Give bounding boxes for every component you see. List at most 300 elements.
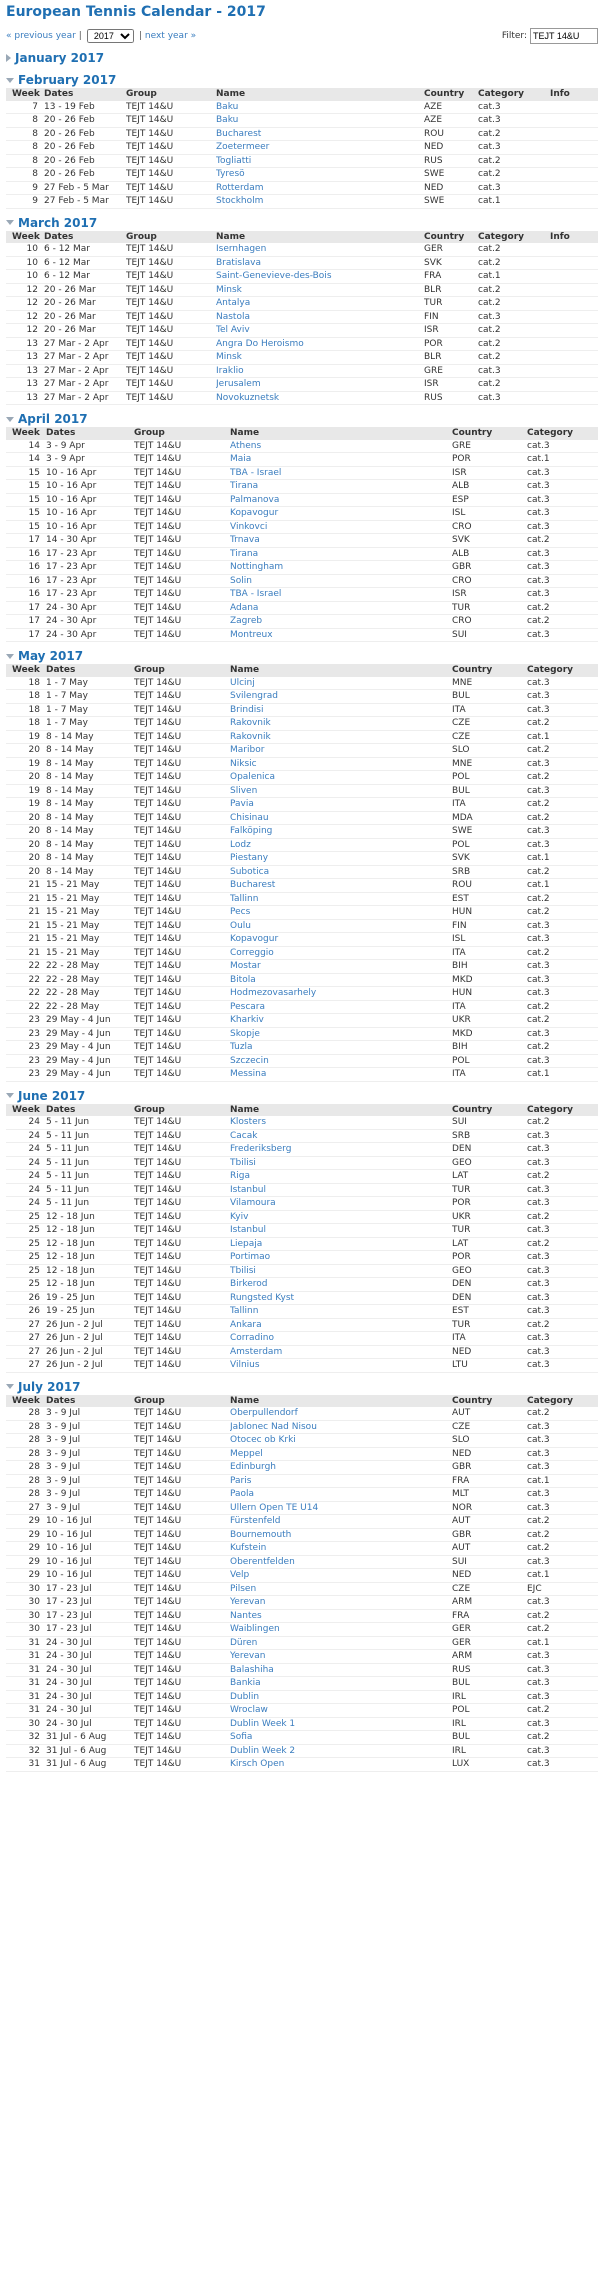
tournament-link[interactable]: Skopje [230, 1028, 260, 1039]
tournament-link[interactable]: Corradino [230, 1333, 274, 1344]
group-cell: TEJT 14&U [134, 1055, 182, 1066]
week-cell: 29 [28, 1570, 40, 1581]
dates-cell: 27 Feb - 5 Mar [44, 196, 109, 207]
category-cell: cat.2 [527, 1610, 550, 1621]
column-header-country[interactable]: Country [424, 89, 465, 100]
tournament-link[interactable]: TBA - Israel [230, 467, 282, 478]
week-cell: 23 [28, 1069, 40, 1080]
week-cell: 28 [28, 1462, 40, 1473]
week-cell: 29 [28, 1529, 40, 1540]
dates-cell: 22 - 28 May [46, 961, 100, 972]
group-cell: TEJT 14&U [134, 1543, 182, 1554]
table-row [6, 270, 598, 284]
tournament-link[interactable]: Baku [216, 115, 239, 126]
country-cell: POL [452, 1055, 470, 1066]
column-header-category[interactable]: Category [527, 428, 574, 439]
group-cell: TEJT 14&U [126, 155, 174, 166]
table-row [6, 1677, 598, 1691]
country-cell: MLT [452, 1489, 470, 1500]
dates-cell: 20 - 26 Mar [44, 311, 96, 322]
column-header-category[interactable]: Category [527, 1104, 574, 1115]
group-cell: TEJT 14&U [134, 745, 182, 756]
tournament-link[interactable]: Kyiv [230, 1211, 249, 1222]
tournament-link[interactable]: Paola [230, 1489, 255, 1500]
country-cell: CRO [452, 616, 472, 627]
tournament-link[interactable]: Birkerod [230, 1279, 268, 1290]
tournament-link[interactable]: Nottingham [230, 562, 284, 573]
tournament-link[interactable]: Antalya [216, 298, 251, 309]
tournament-link[interactable]: Ankara [230, 1319, 262, 1330]
week-cell: 10 [26, 271, 38, 282]
group-cell: TEJT 14&U [134, 454, 182, 465]
column-header-week[interactable]: Week [12, 89, 40, 100]
month-list [6, 50, 598, 1772]
tournament-link[interactable]: Chisinau [230, 812, 269, 823]
tournament-link[interactable]: Zoetermeer [216, 142, 270, 153]
column-header-week[interactable]: Week [12, 231, 40, 242]
tournament-link[interactable]: Oulu [230, 920, 251, 931]
table-header [6, 664, 598, 677]
tournament-link[interactable]: Saint-Genevieve-des-Bois [216, 271, 332, 282]
tournament-link[interactable]: Bournemouth [230, 1529, 292, 1540]
tournament-link[interactable]: Yerevan [230, 1651, 266, 1662]
page-title: European Tennis Calendar - 2017 [6, 4, 266, 20]
week-cell: 25 [28, 1279, 40, 1290]
tournament-link[interactable]: Dublin Week 2 [230, 1745, 296, 1756]
country-cell: FIN [452, 920, 467, 931]
dates-cell: 27 Mar - 2 Apr [44, 379, 109, 390]
tournament-link[interactable]: Kirsch Open [230, 1759, 285, 1770]
column-header-name[interactable]: Name [216, 231, 246, 242]
tournament-link[interactable]: Messina [230, 1069, 267, 1080]
column-header-dates[interactable]: Dates [46, 1395, 76, 1406]
category-cell: cat.3 [527, 562, 550, 573]
category-cell: cat.3 [527, 1462, 550, 1473]
tournament-link[interactable]: Adana [230, 602, 259, 613]
dates-cell: 13 - 19 Feb [44, 101, 95, 112]
dates-cell: 17 - 23 Apr [46, 575, 97, 586]
column-header-name[interactable]: Name [230, 665, 260, 676]
tournament-link[interactable]: Lodz [230, 839, 251, 850]
group-cell: TEJT 14&U [134, 1489, 182, 1500]
table-row [6, 1014, 598, 1028]
group-cell: TEJT 14&U [134, 1265, 182, 1276]
tournament-link[interactable]: TBA - Israel [230, 589, 282, 600]
category-cell: cat.2 [478, 325, 501, 336]
tournament-link[interactable]: Ulcinj [230, 677, 255, 688]
dates-cell: 8 - 14 May [46, 799, 94, 810]
column-header-dates[interactable]: Dates [46, 428, 76, 439]
group-cell: TEJT 14&U [134, 1130, 182, 1141]
week-cell: 24 [28, 1171, 40, 1182]
country-cell: NOR [452, 1502, 473, 1513]
dates-cell: 15 - 21 May [46, 880, 100, 891]
month-header[interactable] [6, 72, 598, 88]
category-cell: cat.3 [527, 1028, 550, 1039]
table-row [6, 1718, 598, 1732]
tournament-link[interactable]: Waiblingen [230, 1624, 280, 1635]
week-cell: 8 [32, 142, 38, 153]
column-header-info[interactable]: Info [550, 89, 570, 100]
group-cell: TEJT 14&U [134, 934, 182, 945]
tournament-link[interactable]: Falköping [230, 826, 273, 837]
column-header-group[interactable]: Group [134, 665, 165, 676]
column-header-name[interactable]: Name [230, 428, 260, 439]
tournament-link[interactable]: Portimao [230, 1252, 271, 1263]
month-header[interactable] [6, 1379, 598, 1395]
group-cell: TEJT 14&U [134, 508, 182, 519]
tournament-link[interactable]: Rakovnik [230, 718, 271, 729]
week-cell: 24 [28, 1144, 40, 1155]
tournament-link[interactable]: Pilsen [230, 1583, 257, 1594]
tournament-link[interactable]: Sofia [230, 1732, 253, 1743]
tournament-link[interactable]: Tallinn [230, 893, 259, 904]
tournament-link[interactable]: Yerevan [230, 1597, 266, 1608]
dates-cell: 22 - 28 May [46, 988, 100, 999]
tournament-link[interactable]: Kharkiv [230, 1015, 264, 1026]
group-cell: TEJT 14&U [134, 562, 182, 573]
group-cell: TEJT 14&U [126, 101, 174, 112]
tournament-link[interactable]: Rungsted Kyst [230, 1292, 295, 1303]
column-header-info[interactable]: Info [550, 231, 570, 242]
category-cell: cat.2 [527, 907, 550, 918]
week-cell: 15 [28, 481, 40, 492]
table-row [6, 1650, 598, 1664]
table-row [6, 1637, 598, 1651]
country-cell: FRA [424, 271, 442, 282]
country-cell: ARM [452, 1651, 473, 1662]
week-cell: 23 [28, 1028, 40, 1039]
filter-input[interactable] [530, 28, 598, 44]
table-row [6, 1143, 598, 1157]
country-cell: GBR [452, 1529, 472, 1540]
dates-cell: 20 - 26 Feb [44, 142, 95, 153]
tournament-link[interactable]: Amsterdam [230, 1346, 283, 1357]
tournament-link[interactable]: Rotterdam [216, 182, 264, 193]
column-header-country[interactable]: Country [452, 665, 493, 676]
next-year-link[interactable]: next year » [144, 31, 197, 41]
country-cell: LUX [452, 1759, 470, 1770]
month-title: March 2017 [18, 215, 98, 230]
tournament-link[interactable]: Novokuznetsk [216, 392, 280, 403]
dates-cell: 8 - 14 May [46, 839, 94, 850]
tournament-link[interactable]: Bitola [230, 974, 256, 985]
tournament-link[interactable]: Pavia [230, 799, 254, 810]
category-cell: cat.2 [527, 812, 550, 823]
table-row [6, 1488, 598, 1502]
tournament-link[interactable]: Trnava [230, 535, 260, 546]
table-row [6, 182, 598, 196]
tournament-link[interactable]: Otocec ob Krki [230, 1435, 296, 1446]
tournament-link[interactable]: Nastola [216, 311, 250, 322]
country-cell: GBR [452, 1462, 472, 1473]
tournament-link[interactable]: Ullern Open TE U14 [230, 1502, 319, 1513]
column-header-country[interactable]: Country [452, 1395, 493, 1406]
group-cell: TEJT 14&U [126, 352, 174, 363]
week-cell: 14 [28, 440, 40, 451]
tournament-link[interactable]: Sliven [230, 785, 258, 796]
column-header-week[interactable]: Week [12, 1104, 40, 1115]
column-header-week[interactable]: Week [12, 428, 40, 439]
tournament-link[interactable]: Dublin Week 1 [230, 1718, 296, 1729]
tournament-link[interactable]: Tel Aviv [216, 325, 250, 336]
table-row [6, 1691, 598, 1705]
column-header-category[interactable]: Category [527, 1395, 574, 1406]
group-cell: TEJT 14&U [134, 1624, 182, 1635]
week-cell: 25 [28, 1252, 40, 1263]
tournament-link[interactable]: Tbilisi [230, 1265, 256, 1276]
previous-year-link[interactable]: « previous year [6, 31, 76, 41]
country-cell: SLO [452, 745, 470, 756]
tournament-link[interactable]: Subotica [230, 866, 270, 877]
column-header-group[interactable]: Group [134, 1104, 165, 1115]
column-header-name[interactable]: Name [216, 89, 246, 100]
tournament-link[interactable]: Oberentfelden [230, 1556, 295, 1567]
table-row [6, 704, 598, 718]
table-row [6, 1251, 598, 1265]
column-header-group[interactable]: Group [134, 1395, 165, 1406]
tournament-link[interactable]: Athens [230, 440, 262, 451]
tournament-link[interactable]: Kufstein [230, 1543, 267, 1554]
tournament-link[interactable]: Balashiha [230, 1664, 274, 1675]
tournament-link[interactable]: Brindisi [230, 704, 264, 715]
category-cell: cat.3 [527, 575, 550, 586]
week-cell: 25 [28, 1211, 40, 1222]
table-row [6, 1407, 598, 1421]
tournament-link[interactable]: Wroclaw [230, 1705, 268, 1716]
table-row [6, 1184, 598, 1198]
column-header-dates[interactable]: Dates [44, 89, 74, 100]
week-cell: 22 [28, 974, 40, 985]
tournament-link[interactable]: Maribor [230, 745, 265, 756]
column-header-name[interactable]: Name [230, 1395, 260, 1406]
country-cell: SRB [452, 866, 471, 877]
tournament-link[interactable]: Tallinn [230, 1306, 259, 1317]
column-header-dates[interactable]: Dates [44, 231, 74, 242]
column-header-group[interactable]: Group [134, 428, 165, 439]
tournament-link[interactable]: Rakovnik [230, 731, 271, 742]
group-cell: TEJT 14&U [134, 1015, 182, 1026]
tournament-link[interactable]: Liepaja [230, 1238, 263, 1249]
dates-cell: 26 Jun - 2 Jul [46, 1346, 103, 1357]
tournament-link[interactable]: Zagreb [230, 616, 263, 627]
tournament-link[interactable]: Istanbul [230, 1225, 267, 1236]
tournament-link[interactable]: Edinburgh [230, 1462, 276, 1473]
column-header-country[interactable]: Country [452, 428, 493, 439]
tournament-link[interactable]: Isernhagen [216, 244, 267, 255]
column-header-week[interactable]: Week [12, 665, 40, 676]
week-cell: 28 [28, 1475, 40, 1486]
tournament-link[interactable]: Svilengrad [230, 691, 278, 702]
month-header[interactable] [6, 411, 598, 427]
country-cell: MKD [452, 974, 473, 985]
country-cell: ISR [424, 379, 439, 390]
tournament-link[interactable]: Tirana [230, 548, 259, 559]
category-cell: cat.3 [527, 1435, 550, 1446]
tournament-link[interactable]: Kopavogur [230, 508, 279, 519]
tournament-link[interactable]: Stockholm [216, 196, 264, 207]
group-cell: TEJT 14&U [134, 1610, 182, 1621]
week-cell: 8 [32, 115, 38, 126]
tournament-link[interactable]: Tyresö [216, 169, 245, 180]
tournament-link[interactable]: Minsk [216, 284, 242, 295]
tournament-link[interactable]: Meppel [230, 1448, 263, 1459]
dates-cell: 27 Mar - 2 Apr [44, 352, 109, 363]
table-row [6, 440, 598, 454]
table-header [6, 1395, 598, 1408]
week-cell: 24 [28, 1157, 40, 1168]
tournament-link[interactable]: Tbilisi [230, 1157, 256, 1168]
tournament-link[interactable]: Fürstenfeld [230, 1516, 281, 1527]
tournament-link[interactable]: Minsk [216, 352, 242, 363]
category-cell: cat.2 [527, 1042, 550, 1053]
year-select[interactable] [87, 29, 134, 43]
column-header-country[interactable]: Country [424, 231, 465, 242]
tournament-link[interactable]: Vilamoura [230, 1198, 276, 1209]
tournament-link[interactable]: Bucharest [230, 880, 276, 891]
tournament-link[interactable]: Paris [230, 1475, 252, 1486]
tournament-link[interactable]: Kopavogur [230, 934, 279, 945]
week-cell: 19 [28, 731, 40, 742]
column-header-category[interactable]: Category [478, 231, 525, 242]
tournament-link[interactable]: Solin [230, 575, 252, 586]
tournament-link[interactable]: Niksic [230, 758, 257, 769]
category-cell: cat.3 [527, 785, 550, 796]
tournament-link[interactable]: Pescara [230, 1001, 266, 1012]
country-cell: TUR [452, 1319, 471, 1330]
week-cell: 26 [28, 1306, 40, 1317]
month-header[interactable] [6, 50, 598, 66]
week-cell: 16 [28, 562, 40, 573]
column-header-group[interactable]: Group [126, 231, 157, 242]
tournament-link[interactable]: Palmanova [230, 494, 280, 505]
tournament-link[interactable]: Frederiksberg [230, 1144, 292, 1155]
tournament-link[interactable]: Cacak [230, 1130, 258, 1141]
group-cell: TEJT 14&U [134, 1745, 182, 1756]
country-cell: NED [452, 1448, 472, 1459]
column-header-country[interactable]: Country [452, 1104, 493, 1115]
tournament-link[interactable]: Bankia [230, 1678, 261, 1689]
table-row [6, 1197, 598, 1211]
group-cell: TEJT 14&U [134, 907, 182, 918]
table-row [6, 920, 598, 934]
week-cell: 24 [28, 1130, 40, 1141]
country-cell: ITA [452, 947, 466, 958]
group-cell: TEJT 14&U [134, 467, 182, 478]
tournament-link[interactable]: Jerusalem [216, 379, 261, 390]
tournament-link[interactable]: Nantes [230, 1610, 262, 1621]
group-cell: TEJT 14&U [134, 920, 182, 931]
week-cell: 31 [28, 1678, 40, 1689]
table-row [6, 561, 598, 575]
tournament-link[interactable]: Velp [230, 1570, 250, 1581]
tournament-link[interactable]: Klosters [230, 1117, 267, 1128]
tournament-link[interactable]: Iraklio [216, 365, 244, 376]
dates-cell: 12 - 18 Jun [46, 1211, 95, 1222]
group-cell: TEJT 14&U [126, 169, 174, 180]
group-cell: TEJT 14&U [134, 731, 182, 742]
tournament-link[interactable]: Vinkovci [230, 521, 268, 532]
month-header[interactable] [6, 215, 598, 231]
tournament-link[interactable]: Angra Do Heroismo [216, 338, 304, 349]
tournament-link[interactable]: Bucharest [216, 128, 262, 139]
tournament-link[interactable]: Szczecin [230, 1055, 269, 1066]
dates-cell: 24 - 30 Jul [46, 1705, 92, 1716]
tournament-link[interactable]: Mostar [230, 961, 261, 972]
country-cell: NED [424, 182, 444, 193]
column-header-week[interactable]: Week [12, 1395, 40, 1406]
week-cell: 24 [28, 1184, 40, 1195]
week-cell: 23 [28, 1042, 40, 1053]
table-row [6, 812, 598, 826]
tournament-link[interactable]: Hodmezovasarhely [230, 988, 317, 999]
column-header-name[interactable]: Name [230, 1104, 260, 1115]
month-header[interactable] [6, 1088, 598, 1104]
tournament-link[interactable]: Opalenica [230, 772, 276, 783]
tournament-link[interactable]: Dublin [230, 1691, 260, 1702]
dates-cell: 3 - 9 Jul [46, 1489, 81, 1500]
dates-cell: 3 - 9 Jul [46, 1475, 81, 1486]
country-cell: NED [452, 1346, 472, 1357]
category-cell: cat.2 [478, 284, 501, 295]
column-header-category[interactable]: Category [527, 665, 574, 676]
expanded-triangle-icon [6, 78, 14, 83]
tournament-link[interactable]: Bratislava [216, 257, 261, 268]
tournament-link[interactable]: Istanbul [230, 1184, 267, 1195]
column-header-dates[interactable]: Dates [46, 665, 76, 676]
week-cell: 20 [28, 745, 40, 756]
country-cell: POR [424, 338, 443, 349]
group-cell: TEJT 14&U [134, 853, 182, 864]
tournament-link[interactable]: Montreux [230, 629, 273, 640]
group-cell: TEJT 14&U [134, 812, 182, 823]
tournament-link[interactable]: Pecs [230, 907, 251, 918]
tournament-link[interactable]: Jablonec Nad Nisou [230, 1421, 317, 1432]
country-cell: ITA [452, 1333, 466, 1344]
tournament-link[interactable]: Düren [230, 1637, 258, 1648]
expanded-triangle-icon [6, 220, 14, 225]
tournament-link[interactable]: Tirana [230, 481, 259, 492]
tournament-link[interactable]: Piestany [230, 853, 269, 864]
table-row [6, 717, 598, 731]
week-cell: 15 [28, 467, 40, 478]
column-header-dates[interactable]: Dates [46, 1104, 76, 1115]
tournament-link[interactable]: Riga [230, 1171, 250, 1182]
tournament-link[interactable]: Correggio [230, 947, 274, 958]
tournament-link[interactable]: Vilnius [230, 1360, 260, 1371]
tournament-link[interactable]: Baku [216, 101, 239, 112]
country-cell: NED [424, 142, 444, 153]
tournament-link[interactable]: Maia [230, 454, 252, 465]
country-cell: EST [452, 1306, 469, 1317]
group-cell: TEJT 14&U [134, 1184, 182, 1195]
tournament-link[interactable]: Oberpullendorf [230, 1408, 298, 1419]
country-cell: SVK [452, 535, 470, 546]
category-cell: cat.2 [527, 1516, 550, 1527]
table-row [6, 284, 598, 298]
column-header-category[interactable]: Category [478, 89, 525, 100]
group-cell: TEJT 14&U [134, 481, 182, 492]
table-row [6, 1041, 598, 1055]
table-row [6, 1529, 598, 1543]
month-header[interactable] [6, 648, 598, 664]
country-cell: AZE [424, 101, 443, 112]
table-row [6, 1434, 598, 1448]
tournament-link[interactable]: Tuzla [230, 1042, 253, 1053]
country-cell: ROU [452, 880, 472, 891]
column-header-group[interactable]: Group [126, 89, 157, 100]
tournament-link[interactable]: Togliatti [216, 155, 252, 166]
